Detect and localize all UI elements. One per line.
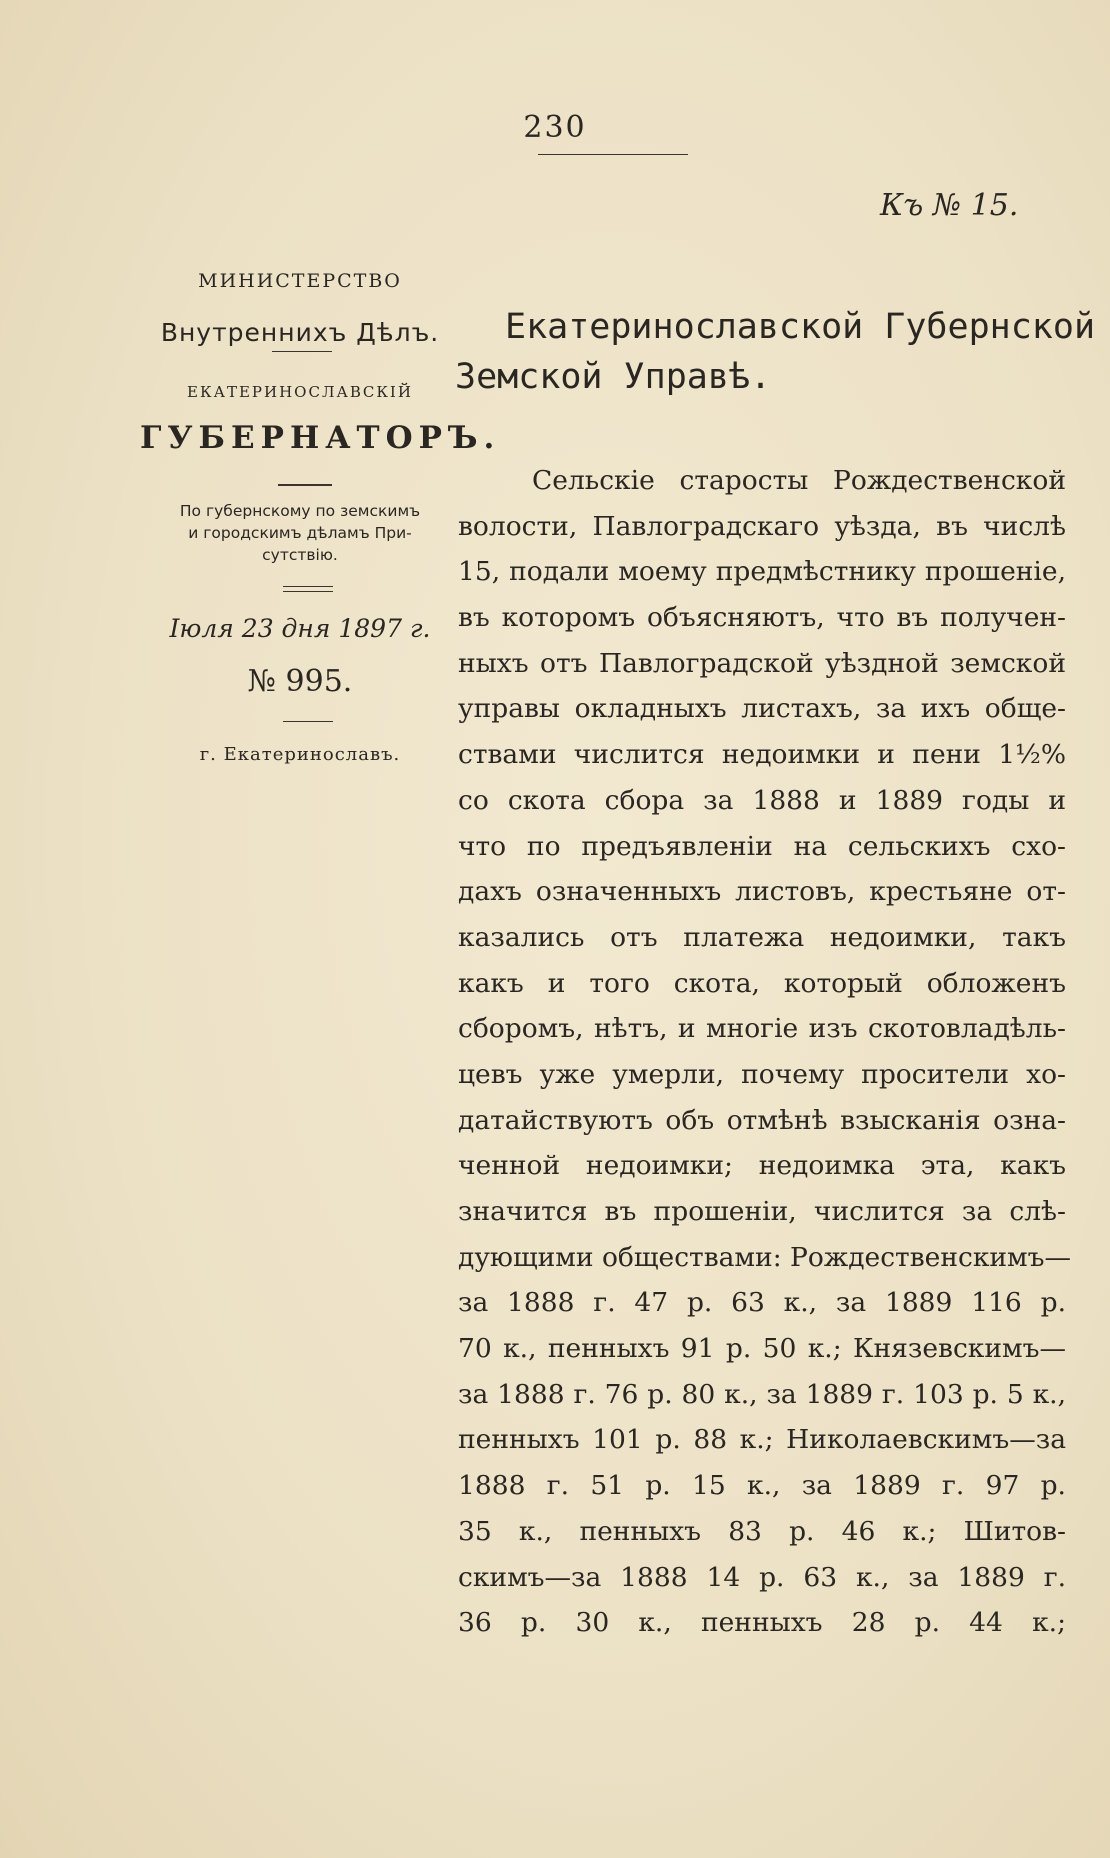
addressee-line: Екатеринославской Губернской xyxy=(505,307,1096,347)
governor-heading: ГУБЕРНАТОРЪ. xyxy=(140,420,501,456)
body-line: управы окладныхъ листахъ, за ихъ обще- xyxy=(458,693,1066,725)
reference-number: Къ № 15. xyxy=(880,188,1019,223)
ministry-heading: МИНИСТЕРСТВО xyxy=(198,270,402,292)
body-line: со скота сбора за 1888 и 1889 годы и xyxy=(458,784,1066,816)
region-heading: ЕКАТЕРИНОСЛАВСКІЙ xyxy=(187,383,413,401)
body-line: скимъ—за 1888 14 р. 63 к., за 1889 г. xyxy=(458,1561,1066,1593)
presence-line: По губернскому по земскимъ xyxy=(179,502,421,520)
divider xyxy=(272,351,332,352)
body-line: за 1888 г. 76 р. 80 к., за 1889 г. 103 р. 5 к., xyxy=(458,1378,1066,1410)
divider xyxy=(283,721,333,722)
body-line: 15, подали моему предмѣстнику прошеніе, xyxy=(458,556,1066,588)
presence-line: и городскимъ дѣламъ При- xyxy=(188,524,412,542)
body-line: Сельскіе старосты Рождественской xyxy=(532,465,1066,496)
body-line: какъ и того скота, который обложенъ xyxy=(458,967,1066,999)
body-line: въ которомъ объясняютъ, что въ получен- xyxy=(458,602,1066,634)
body-line: за 1888 г. 47 р. 63 к., за 1889 116 р. xyxy=(458,1287,1066,1319)
letter-number: № 995. xyxy=(247,664,353,699)
presence-note xyxy=(140,500,460,566)
body-line: цевъ уже умерли, почему просители хо- xyxy=(458,1058,1066,1090)
body-line: ствами числится недоимки и пени 1½% xyxy=(458,739,1066,771)
body-line: значится въ прошеніи, числится за слѣ- xyxy=(458,1196,1066,1227)
body-line: дахъ означенныхъ листовъ, крестьяне от- xyxy=(458,876,1066,908)
body-line: казались отъ платежа недоимки, такъ xyxy=(458,921,1066,953)
body-line: пенныхъ 101 р. 88 к.; Николаевскимъ—за xyxy=(458,1424,1066,1456)
letter-city: г. Екатеринославъ. xyxy=(199,744,401,765)
body-line: дующими обществами: Рождественскимъ— xyxy=(458,1241,1072,1273)
letter-date: Іюля 23 дня 1897 г. xyxy=(169,614,431,643)
divider xyxy=(278,484,332,486)
body-line: ченной недоимки; недоимка эта, какъ xyxy=(458,1150,1066,1182)
body-line: 36 р. 30 к., пенныхъ 28 р. 44 к.; xyxy=(458,1607,1066,1639)
body-line: 35 к., пенныхъ 83 р. 46 к.; Шитов- xyxy=(458,1515,1066,1547)
page-number-rule xyxy=(538,154,688,155)
letter-body xyxy=(458,458,1072,1646)
addressee xyxy=(455,302,1095,402)
addressee-line: Земской Управѣ. xyxy=(455,357,772,397)
body-line: ныхъ отъ Павлоградской уѣздной земской xyxy=(458,647,1066,679)
body-line: сборомъ, нѣтъ, и многіе изъ скотовладѣль- xyxy=(458,1013,1066,1045)
ministry-department: Внутреннихъ Дѣлъ. xyxy=(160,318,440,347)
presence-line: сутствію. xyxy=(262,546,338,564)
body-line: датайствуютъ объ отмѣнѣ взысканія озна- xyxy=(458,1104,1066,1136)
body-line: волости, Павлоградскаго уѣзда, въ числѣ xyxy=(458,510,1066,542)
body-line: что по предъявленіи на сельскихъ схо- xyxy=(458,830,1066,862)
page-number: 230 xyxy=(523,110,587,145)
double-divider xyxy=(283,586,333,592)
body-line: 70 к., пенныхъ 91 р. 50 к.; Князевскимъ— xyxy=(458,1333,1066,1365)
body-line: 1888 г. 51 р. 15 к., за 1889 г. 97 р. xyxy=(458,1470,1066,1502)
